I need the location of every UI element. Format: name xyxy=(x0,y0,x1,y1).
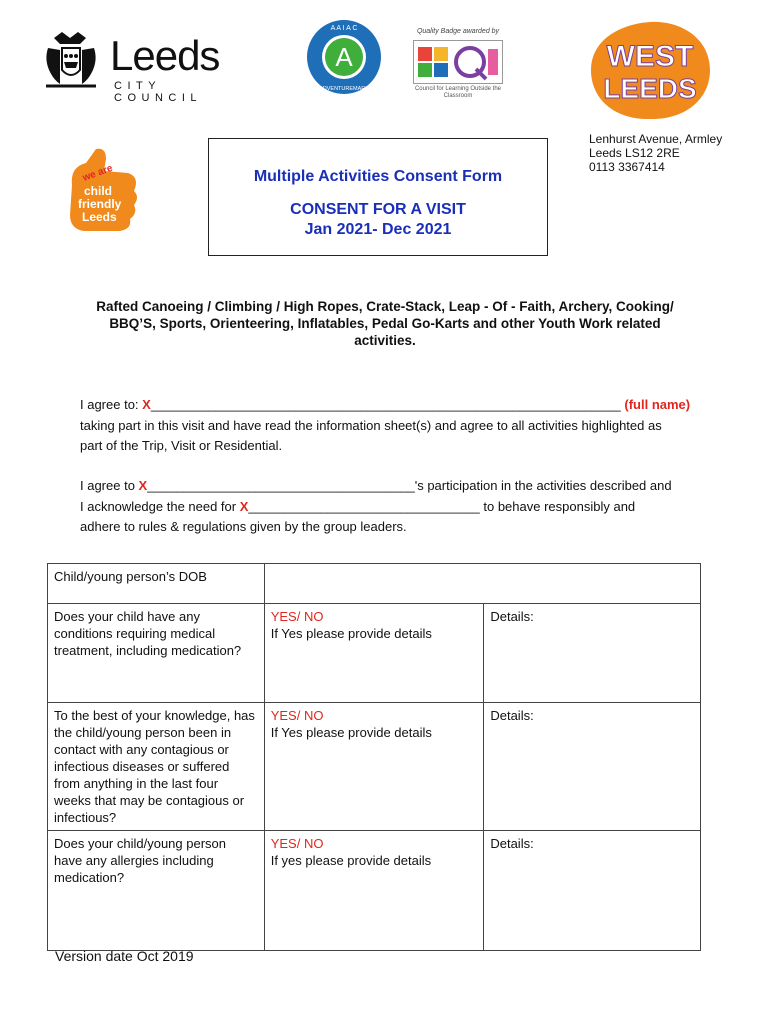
form-title: Multiple Activities Consent Form xyxy=(253,168,503,185)
lotc-caption: Council for Learning Outside the Classroom xyxy=(414,86,502,99)
full-name-marker: X xyxy=(142,397,151,412)
yes-no-option[interactable]: YES/ NO xyxy=(270,708,324,723)
agree1-line-2: taking part in this visit and have read the information sheet(s) and agree to all activities highlighted as xyxy=(80,417,662,433)
city-council-text: CITY COUNCIL xyxy=(114,80,203,104)
address-phone: 0113 3367414 xyxy=(589,160,665,174)
child-text: child xyxy=(84,184,113,198)
table-row xyxy=(48,604,701,703)
medical-details[interactable]: Details: xyxy=(484,604,701,703)
agree1-line-3: part of the Trip, Visit or Residential. xyxy=(80,438,283,453)
address-line-1: Lenhurst Avenue, Armley xyxy=(589,132,723,146)
lotc-mark xyxy=(413,40,503,84)
adventuremark-logo xyxy=(305,18,383,96)
address-line-2: Leeds LS12 2RE xyxy=(589,146,680,160)
activities-line-3: activities. xyxy=(354,333,416,348)
medical-question: Does your child have any conditions requiring medical treatment, including medication? xyxy=(48,604,265,703)
contagious-details[interactable]: Details: xyxy=(484,703,701,831)
lotc-mark-icon xyxy=(414,41,502,83)
leeds-wordmark: Leeds xyxy=(110,32,220,79)
leeds-city-council-logo xyxy=(40,30,255,104)
aaiac-bottom-text: ADVENTUREMARK xyxy=(319,86,369,92)
full-name-label: (full name) xyxy=(620,397,691,412)
table-row xyxy=(48,703,701,831)
activities-line-2: BBQ’S, Sports, Orienteering, Inflatables, Pedal Go-Karts and other Youth Work related xyxy=(109,316,661,331)
lotc-title: Quality Badge awarded by xyxy=(416,28,500,35)
consent-heading: CONSENT FOR A VISIT xyxy=(290,201,466,218)
west-leeds-logo xyxy=(588,18,713,123)
agreement-full-name xyxy=(80,395,720,457)
activities-line-1: Rafted Canoeing / Climbing / High Ropes, Crate-Stack, Leap - Of - Faith, Archery, Cooking/ xyxy=(96,299,674,314)
friendly-text: friendly xyxy=(78,197,122,211)
yes-no-option[interactable]: YES/ NO xyxy=(270,609,324,624)
full-name-blank[interactable]: _________________________________________________________________ xyxy=(150,397,621,412)
dob-input[interactable] xyxy=(264,564,700,604)
consent-table xyxy=(47,563,701,951)
aaiac-letter: A xyxy=(335,42,353,72)
details-prompt: If Yes please provide details xyxy=(270,626,432,641)
consent-dates: Jan 2021- Dec 2021 xyxy=(304,221,452,238)
agree2-prefix-2: I acknowledge the need for xyxy=(80,498,240,514)
participant-marker: X xyxy=(138,478,148,493)
table-row xyxy=(48,564,701,604)
we-are-text: we are xyxy=(81,162,115,184)
yes-no-option[interactable]: YES/ NO xyxy=(270,836,324,851)
contagious-question: To the best of your knowledge, has the child/young person been in contact with any contagious or infectious diseases or suffered from anything in the last four weeks that may be contagious or infectious? xyxy=(48,703,265,831)
agree2-suffix-2: to behave responsibly and xyxy=(479,498,636,514)
details-prompt: If Yes please provide details xyxy=(270,725,432,740)
aaiac-top-text: A A I A C xyxy=(330,25,358,32)
allergies-answer[interactable] xyxy=(264,831,484,951)
agree2-prefix: I agree to xyxy=(80,478,139,493)
agree-prefix: I agree to: xyxy=(80,397,143,412)
agree2-suffix-1: 's participation in the activities described and xyxy=(414,478,672,493)
activities-list xyxy=(50,298,720,349)
medical-answer[interactable] xyxy=(264,604,484,703)
agree2-line-3: adhere to rules & regulations given by the group leaders. xyxy=(80,519,407,534)
title-box xyxy=(208,138,548,256)
contagious-answer[interactable] xyxy=(264,703,484,831)
participant-blank[interactable]: _____________________________________ xyxy=(147,478,415,493)
allergies-details[interactable]: Details: xyxy=(484,831,701,951)
version-date: Version date Oct 2019 xyxy=(55,948,194,964)
leeds-crest-icon xyxy=(40,30,102,92)
west-text: WEST xyxy=(606,40,694,73)
behave-blank[interactable]: ________________________________ xyxy=(248,498,480,514)
table-row xyxy=(48,831,701,951)
address-block xyxy=(589,132,722,174)
agreement-participation xyxy=(80,476,720,538)
child-friendly-leeds-logo xyxy=(62,145,142,240)
lotc-quality-badge xyxy=(408,30,508,105)
allergies-question: Does your child/young person have any allergies including medication? xyxy=(48,831,265,951)
dob-label: Child/young person’s DOB xyxy=(48,564,265,604)
leeds-child-text: Leeds xyxy=(82,210,117,224)
leeds-text: LEEDS xyxy=(603,73,697,104)
details-prompt: If yes please provide details xyxy=(270,853,432,868)
behave-marker: X xyxy=(239,498,249,514)
